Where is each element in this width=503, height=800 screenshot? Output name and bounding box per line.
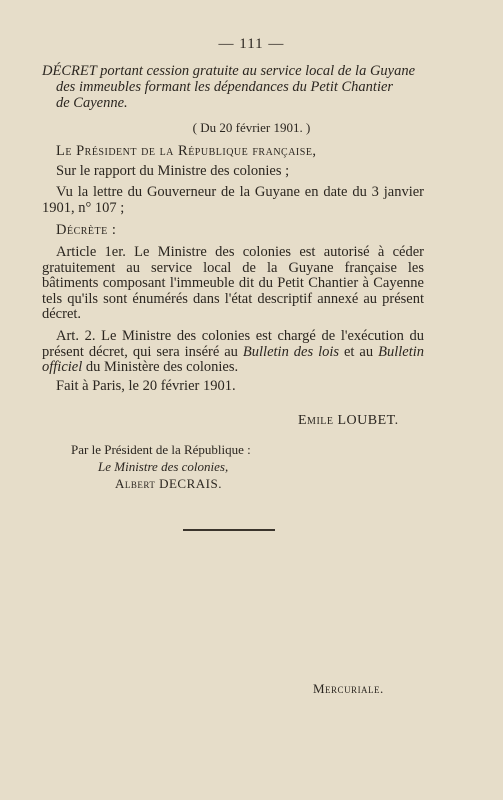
- bulletin-officiel: Bulletin officiel: [42, 343, 425, 375]
- decree-title: [42, 63, 474, 111]
- article-2: [42, 329, 424, 376]
- page-number: — 111 —: [218, 36, 285, 52]
- article-2-text-c: du Ministère des colonies.: [82, 359, 239, 375]
- decree-date: ( Du 20 février 1901. ): [192, 120, 311, 135]
- fait-line: Fait à Paris, le 20 février 1901.: [56, 378, 236, 394]
- separator-rule: [183, 529, 275, 531]
- article-2-text-b: et au: [339, 343, 379, 360]
- president-heading: Le Président de la République française,: [56, 143, 317, 159]
- catchword: Mercuriale.: [313, 681, 384, 696]
- ministre-name: Albert DECRAIS.: [115, 476, 222, 491]
- rapport-line: Sur le rapport du Ministre des colonies ;: [56, 163, 290, 179]
- ministre-title: Le Ministre des colonies,: [98, 459, 229, 474]
- vu-paragraph: Vu la lettre du Gouverneur de la Guyane en date du 3 janvier 1901, n° 107 ;: [42, 184, 424, 216]
- bulletin-des-lois: Bulletin des lois: [242, 343, 340, 360]
- article-2-text-a: Art. 2. Le Ministre des colonies est chargé de l'exécution du présent décret, qui sera inséré au: [42, 328, 424, 360]
- decree-title-line-3: de Cayenne.: [56, 95, 128, 111]
- par-le-president: Par le Président de la République :: [71, 442, 251, 457]
- decree-title-line-2: des immeubles formant les dépendances du Petit Chantier: [56, 79, 394, 95]
- signature-loubet: Emile LOUBET.: [298, 413, 399, 428]
- decrete-heading: Décrète :: [56, 222, 117, 238]
- decree-title-line-1: DÉCRET portant cession gratuite au service local de la Guyane: [42, 63, 416, 79]
- article-1: Article 1er. Le Ministre des colonies est autorisé à céder gratuitement au service local de la Guyane française les bâtiments composant l'immeuble dit du Petit Chantier à Cayenne tels qu'ils sont énumérés dans l'état descriptif annexé au présent décret.: [42, 244, 424, 322]
